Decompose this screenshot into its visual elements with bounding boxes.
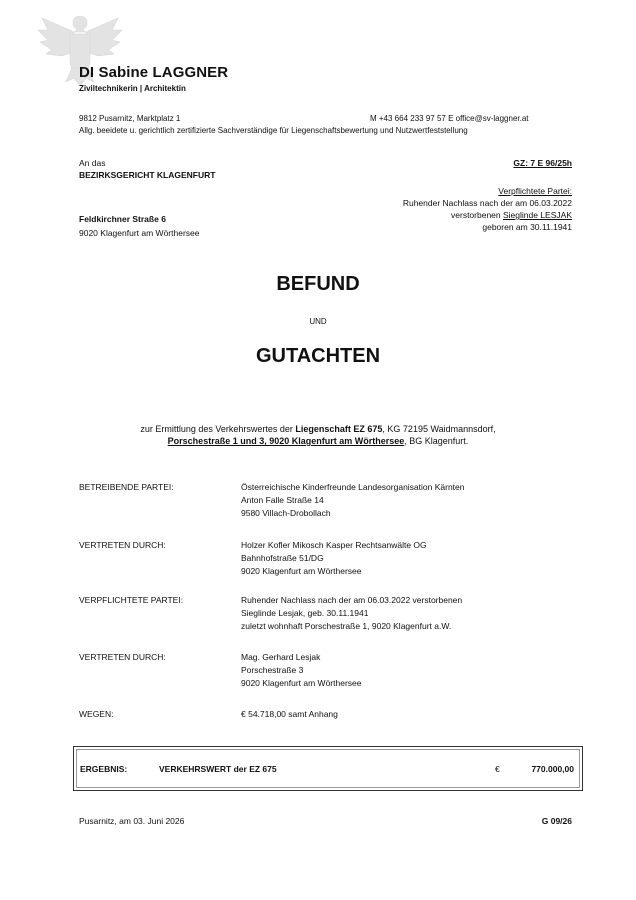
- obligated-party-heading: Verpflichtete Partei:: [498, 186, 572, 196]
- author-name: DI Sabine LAGGNER: [79, 64, 229, 81]
- party-line: Mag. Gerhard Lesjak: [241, 652, 321, 662]
- result-label: ERGEBNIS:: [80, 764, 128, 774]
- intro-line-2: [0, 436, 636, 446]
- intro-line-1: [0, 424, 636, 434]
- obligated-party-line3: geboren am 30.11.1941: [482, 222, 572, 232]
- obligated-party-prefix: verstorbenen: [451, 210, 503, 220]
- author-contact: M +43 664 233 97 57 E office@sv-laggner.at: [370, 114, 529, 123]
- obligated-party-line1: Ruhender Nachlass nach der am 06.03.2022: [402, 198, 572, 208]
- party-line: 9580 Villach-Drobollach: [241, 508, 331, 518]
- result-value: 770.000,00: [531, 764, 574, 774]
- party-label: BETREIBENDE PARTEI:: [79, 482, 174, 492]
- footer-reference: G 09/26: [541, 816, 572, 826]
- party-line: € 54.718,00 samt Anhang: [241, 709, 338, 719]
- party-line: Holzer Kofler Mikosch Kasper Rechtsanwälte OG: [241, 540, 427, 550]
- party-line: 9020 Klagenfurt am Wörthersee: [241, 678, 362, 688]
- party-line: Porschestraße 3: [241, 665, 304, 675]
- intro-property: Liegenschaft EZ 675: [295, 424, 383, 434]
- intro-suffix: , KG 72195 Waidmannsdorf,: [382, 424, 496, 434]
- obligated-party-block: [403, 185, 572, 233]
- recipient-prefix: An das: [79, 158, 106, 168]
- document-title-und: UND: [309, 317, 327, 326]
- obligated-party-name: Sieglinde LESJAK: [503, 210, 572, 220]
- recipient-street: Feldkirchner Straße 6: [79, 214, 166, 224]
- author-title: Ziviltechnikerin | Architektin: [79, 84, 186, 93]
- recipient-city: 9020 Klagenfurt am Wörthersee: [79, 228, 200, 238]
- author-address: 9812 Pusarnitz, Marktplatz 1: [79, 114, 181, 123]
- party-label: VERTRETEN DURCH:: [79, 652, 166, 662]
- obligated-party-line2: [403, 209, 572, 221]
- intro-court: , BG Klagenfurt.: [404, 436, 469, 446]
- author-certification: Allg. beeidete u. gerichtlich zertifizierte Sachverständige für Liegenschaftsbewertung und Nutzwertfeststellung: [79, 126, 468, 135]
- party-label: VERTRETEN DURCH:: [79, 540, 166, 550]
- intro-prefix: zur Ermittlung des Verkehrswertes der: [140, 424, 296, 434]
- party-line: Sieglinde Lesjak, geb. 30.11.1941: [241, 608, 369, 618]
- intro-address: Porschestraße 1 und 3, 9020 Klagenfurt am Wörthersee: [167, 436, 405, 446]
- party-line: Bahnhofstraße 51/DG: [241, 553, 324, 563]
- document-title-gutachten: GUTACHTEN: [255, 345, 381, 367]
- result-box: [73, 746, 583, 791]
- result-text: VERKEHRSWERT der EZ 675: [159, 764, 277, 774]
- party-label: WEGEN:: [79, 709, 114, 719]
- footer-place-date: Pusarnitz, am 03. Juni 2026: [79, 816, 185, 826]
- party-line: Anton Falle Straße 14: [241, 495, 324, 505]
- result-box-inner-border: [76, 749, 580, 788]
- party-label: VERPFLICHTETE PARTEI:: [79, 595, 184, 605]
- party-line: Österreichische Kinderfreunde Landesorganisation Kärnten: [241, 482, 465, 492]
- party-line: Ruhender Nachlass nach der am 06.03.2022 verstorbenen: [241, 595, 463, 605]
- result-currency: €: [495, 764, 500, 774]
- party-line: 9020 Klagenfurt am Wörthersee: [241, 566, 362, 576]
- document-title-befund: BEFUND: [276, 273, 360, 295]
- recipient-court: BEZIRKSGERICHT KLAGENFURT: [79, 170, 216, 180]
- party-line: zuletzt wohnhaft Porschestraße 1, 9020 Klagenfurt a.W.: [241, 621, 452, 631]
- case-number: GZ: 7 E 96/25h: [513, 158, 572, 168]
